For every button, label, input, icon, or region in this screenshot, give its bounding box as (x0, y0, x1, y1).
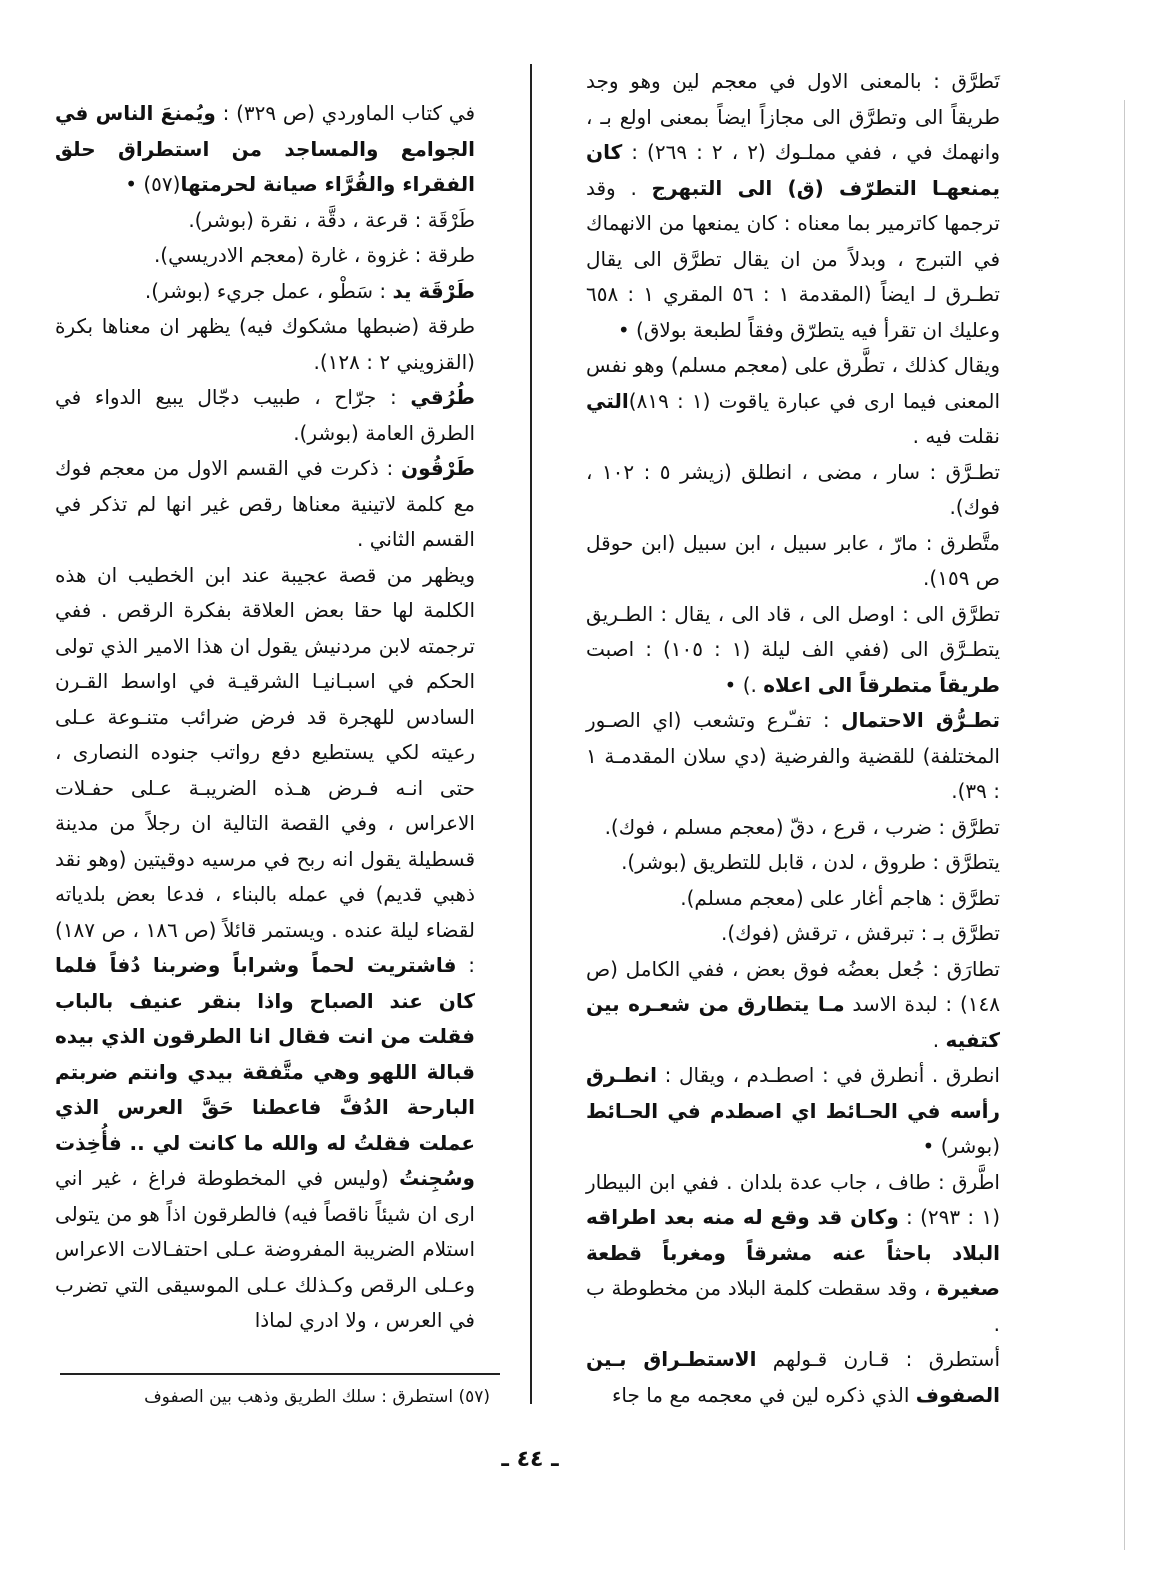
entry-mawardi-quote: في كتاب الماوردي (ص ٣٢٩) : ويُمنعَ الناس في الجوامع والمساجد من استطراق حلق الفقراء والقُرَّاء صيانة لحرمتها(٥٧) • (55, 101, 475, 196)
entry-turqa-bakra: طرقة (ضبطها مشكوك فيه) يظهر ان معناها بكرة (القزويني ٢ : ١٢٨). (55, 314, 475, 374)
entry-turqa-ghazwa: طرقة : غزوة ، غارة (معجم الادريسي). (153, 243, 475, 267)
entry-tataraq: تطارَق : جُعل بعضُه فوق بعض ، ففي الكامل (ص ١٤٨) : لبدة الاسد مـا يتطارق من شعـره بين كتفيه . (586, 956, 1001, 1052)
entry-tarqat-yad: طَرْقَة يد : سَطْو ، عمل جريء (بوشر). (144, 278, 475, 303)
column-divider (530, 64, 532, 1404)
entry-tatarraq-ala: ويقال كذلك ، تطَّرق على (معجم مسلم) وهو نفس المعنى فيما ارى في عبارة ياقوت (١ : ٨١٩)التي نقلت فيه . (586, 353, 1000, 448)
page-number: ـ ٤٤ ـ (501, 1447, 559, 1472)
entry-intaraq: انطرق . أنطرق في : اصطـدم ، ويقال : انطـرق رأسه في الحـائط اي اصطدم في الحـائط (بوشر) • (586, 1063, 1000, 1158)
entry-ibn-al-khatib-story: ويظهر من قصة عجيبة عند ابن الخطيب ان هذه الكلمة لها حقا بعض العلاقة بفكرة الرقص . ففي ترجمته لابن مردنيش يقول ان هذا الامير الذي تولى الحكم في اسبـانيـا الشرقيـة في اواسط القـرن السادس للهجرة قد فرض ضرائب متنـوعة عـلى رعيته لكي يستطيع دفع رواتب جنوده النصارى ، حتى انـه فـرض هـذه الضريبـة عـلى حفـلات الاعراس ، وفي القصة التالية ان رجلاً من مدينة قسطيلة يقول انه ربح في مرسيه دوقيتين (وهو نقد ذهبي قديم) في عمله بالبناء ، فدعا بعض بلدياته لقضاء ليلة عنده . ويستمر قائلاً (ص ١٨٦ ، ص ١٨٧) : فاشتريت لحماً وشراباً وضربنا دُفاً فلما كان عند الصباح واذا بنقر عنيف بالباب فقلت من انت فقال انا الطرقون الذي بيده قبالة اللهو وهي متَّفقة بيدي وانتم ضربتم البارحة الدُفَّ فاعطنا حَقَّ العرس الذي عملت فقلتُ له والله ما كانت لي .. فأُخِذت وسُجِنتُ (وليس في المخطوطة فراغ ، غير اني ارى ان شيئاً ناقصاً فيه) فالطرقون اذاً هو من يتولى استلام الضريبة المفروضة عـلى احتفـالات الاعراس وعـلى الرقص وكـذلك عـلى الموسيقى التي تضرب في العرس ، ولا ادري لماذا (55, 562, 475, 1332)
footnote-57: (٥٧) استطرق : سلك الطريق وذهب بين الصفوف (144, 1387, 490, 1407)
entry-tatarraq-sar: تطـرَّق : سار ، مضى ، انطلق (زيشر ٥ : ١٠٢ ، فوك). (586, 459, 1001, 519)
entry-tatarraq-bi: تطرَّق بـ : تبرقش ، ترقش (فوك). (721, 921, 1000, 945)
entry-tatarraq-1: تَطرَّق : بالمعنى الاول في معجم لين وهو وجد طريقاً الى وتطرَّق الى مجازاً ايضاً بمعنى اولع بـ ، وانهمك في ، ففي مملـوك (٢ ، ٢ : ٢٦٩) : كان يمنعهـا التطرّف (ق) الى التبهرج . وقد ترجمها كاترمير بما معناه : كان يمنعها من الانهماك في التبرج ، وبدلاً من ان يقال تطرَّق الى يقال تطـرق لـ ايضاً (المقدمة ١ : ٥٦ المقري ١ : ٦٥٨ وعليك ان تقرأ فيه يتطرّق وفقاً لطبعة بولاق) • (586, 69, 1001, 342)
scan-edge-line (1124, 100, 1125, 1550)
entry-mutatarriq: متَّطرق : مارّ ، عابر سبيل ، ابن سبيل (ابن حوقل ص ١٥٩). (586, 530, 1000, 590)
entry-tatarraq-ila: تطرَّق الى : اوصل الى ، قاد الى ، يقال : الطـريق يتطـرَّق الى (ففي الف ليلة (١ : ١٠٥) : اصبت طريقاً متطرقاً الى اعلاه .) • (586, 601, 1001, 697)
entry-tarqun: طَرْقُون : ذكرت في القسم الاول من معجم فوك مع كلمة لاتينية معناها رقص غير انها لم تذكر في القسم الثاني . (55, 456, 475, 551)
entry-tarqa-qar: طَرْقَة : قرعة ، دقَّة ، نقرة (بوشر). (188, 207, 475, 232)
right-column (586, 64, 1000, 1413)
entry-ittaraq: اطَّرق : طاف ، جاب عدة بلدان . ففي ابن البيطار (١ : ٢٩٣) : وكان قد وقع له منه بعد اطراقه البلاد باحثاً عنه مشرقاً ومغرباً قطعة صغيرة ، وقد سقطت كلمة البلاد من مخطوطة ب . (586, 1169, 1000, 1336)
entry-tatarraq-hajama: تطرَّق : هاجم أغار على (معجم مسلم). (680, 885, 1000, 910)
entry-yatatarraq: يتطرَّق : طروق ، لدن ، قابل للتطريق (بوشر). (621, 850, 1000, 874)
entry-tatarruq-al-ihtimal: تطـرُّق الاحتمال : تفـّرع وتشعب (اي الصـور المختلفة) للقضية والفرضية (دي سلان المقدمـة ١ : ٣٩). (586, 708, 1000, 803)
entry-istatraq: أستطرق : قـارن قـولهم الاستطـراق بـين الصفوف الذي ذكره لين في معجمه مع ما جاء (586, 1347, 1000, 1407)
left-column (55, 96, 475, 1339)
footnote-divider (60, 1373, 500, 1375)
entry-tatarraq-daraba: تطرَّق : ضرب ، قرع ، دقّ (معجم مسلم ، فوك). (604, 814, 1000, 839)
entry-turuqi: طُرُقي : جرّاح ، طبيب دجّال يبيع الدواء في الطرق العامة (بوشر). (55, 385, 475, 445)
